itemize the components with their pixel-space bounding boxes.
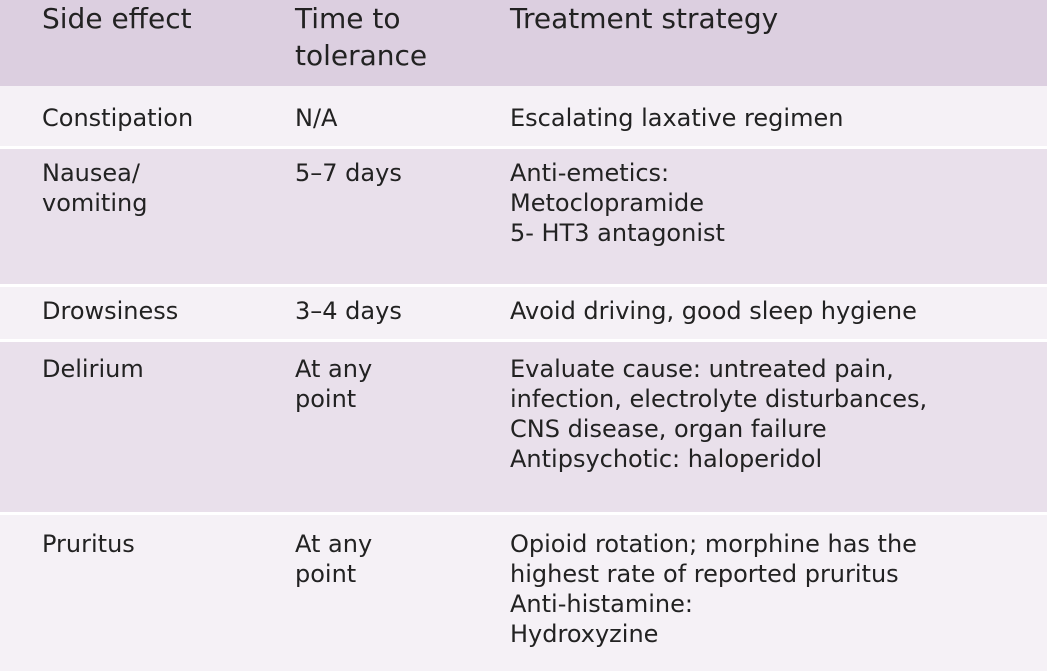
cell-text: Hydroxyzine	[510, 620, 659, 648]
header-time-line-2: tolerance	[295, 39, 428, 72]
cell-text: 5–7 days	[295, 159, 402, 187]
cell-side-effect	[42, 158, 147, 218]
cell-text: highest rate of reported pruritus	[510, 560, 899, 588]
cell-text: Constipation	[42, 104, 194, 132]
cell-treatment	[510, 354, 927, 474]
cell-text: Evaluate cause: untreated pain,	[510, 355, 894, 383]
cell-text: Escalating laxative regimen	[510, 104, 844, 132]
table-header-row	[0, 0, 1047, 86]
table-row	[0, 86, 1047, 146]
cell-text: At any	[295, 355, 373, 383]
cell-text: N/A	[295, 104, 338, 132]
cell-time	[295, 158, 402, 188]
cell-text: point	[295, 560, 357, 588]
cell-text: Anti-histamine:	[510, 590, 693, 618]
header-time-to-tolerance	[295, 0, 427, 74]
cell-time	[295, 529, 372, 589]
cell-treatment	[510, 158, 725, 248]
cell-treatment	[510, 296, 917, 326]
cell-text: Opioid rotation; morphine has the	[510, 530, 917, 558]
cell-text: 3–4 days	[295, 297, 402, 325]
table-row	[0, 287, 1047, 339]
table-row	[0, 342, 1047, 512]
cell-text: Drowsiness	[42, 297, 179, 325]
cell-text: Avoid driving, good sleep hygiene	[510, 297, 917, 325]
cell-text: Metoclopramide	[510, 189, 704, 217]
cell-side-effect	[42, 529, 135, 559]
table-row	[0, 515, 1047, 671]
header-side-effect-text: Side effect	[42, 2, 192, 35]
cell-time	[295, 103, 337, 133]
header-treatment-text: Treatment strategy	[510, 2, 779, 35]
cell-time	[295, 354, 372, 414]
cell-text: 5- HT3 antagonist	[510, 219, 725, 247]
header-time-line-1: Time to	[295, 2, 401, 35]
cell-text: vomiting	[42, 189, 148, 217]
table-row	[0, 149, 1047, 284]
cell-side-effect	[42, 354, 144, 384]
cell-side-effect	[42, 103, 193, 133]
cell-time	[295, 296, 402, 326]
cell-side-effect	[42, 296, 178, 326]
cell-text: Nausea/	[42, 159, 140, 187]
header-side-effect	[42, 0, 192, 37]
cell-treatment	[510, 529, 917, 649]
cell-text: At any	[295, 530, 373, 558]
cell-text: CNS disease, organ failure	[510, 415, 827, 443]
cell-text: Delirium	[42, 355, 144, 383]
cell-text: infection, electrolyte disturbances,	[510, 385, 928, 413]
cell-text: Antipsychotic: haloperidol	[510, 445, 823, 473]
cell-treatment	[510, 103, 843, 133]
header-treatment-strategy	[510, 0, 778, 37]
cell-text: point	[295, 385, 357, 413]
cell-text: Anti-emetics:	[510, 159, 670, 187]
cell-text: Pruritus	[42, 530, 135, 558]
